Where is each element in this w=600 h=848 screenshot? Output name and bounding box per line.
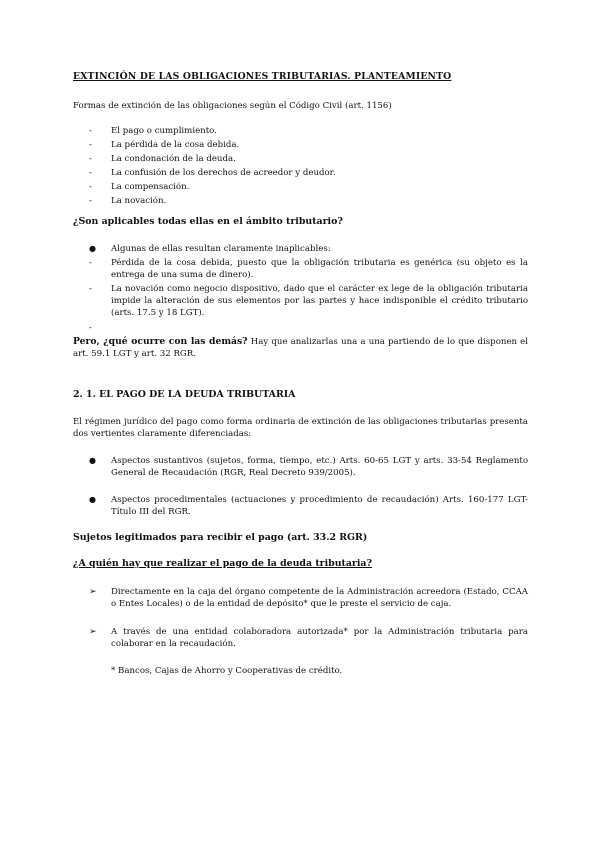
- dash-text: La novación como negocio dispositivo, dado que el carácter ex lege de la obligación tributaria impide la alteración de sus elementos por las partes y hace indisponible el crédito tributario (arts. 17.5 y 18 LGT).: [111, 284, 528, 318]
- dash-marker: -: [89, 182, 92, 192]
- document-title: EXTINCIÓN DE LAS OBLIGACIONES TRIBUTARIAS. PLANTEAMIENTO: [73, 71, 452, 82]
- arrow-text: Directamente en la caja del órgano competente de la Administración acreedora (Estado, CCAA o Entes Locales) o de la entidad de depósito* que le preste el servicio de caja.: [111, 587, 528, 609]
- dash-marker: -: [89, 258, 92, 268]
- dash-marker: -: [89, 196, 92, 206]
- question-heading: ¿A quién hay que realizar el pago de la deuda tributaria?: [73, 558, 372, 569]
- question-paragraph: [73, 336, 528, 360]
- list-item-text: La pérdida de la cosa debida.: [111, 140, 240, 150]
- section-intro: El régimen jurídico del pago como forma ordinaria de extinción de las obligaciones tributarias presenta dos vertientes claramente diferenciadas:: [73, 417, 528, 439]
- question-rest: Hay que analizarlas una a una partiendo de lo que disponen el art. 59.1 LGT y art. 32 RGR.: [73, 337, 529, 359]
- bullet-text: Algunas de ellas resultan claramente inaplicables:: [111, 244, 331, 254]
- bullet-marker: ●: [89, 495, 96, 504]
- subjects-heading: Sujetos legitimados para recibir el pago (art. 33.2 RGR): [73, 532, 368, 543]
- bullet-marker: ●: [89, 244, 96, 253]
- arrow-marker: ➢: [89, 627, 97, 637]
- bullet-text: Aspectos procedimentales (actuaciones y procedimiento de recaudación) Arts. 160-177 LGT-Título III del RGR.: [111, 495, 528, 517]
- bullet-marker: ●: [89, 456, 96, 465]
- footnote: * Bancos, Cajas de Ahorro y Cooperativas de crédito.: [111, 666, 343, 676]
- dash-marker: -: [89, 126, 92, 136]
- arrow-text: A través de una entidad colaboradora autorizada* por la Administración tributaria para colaborar en la recaudación.: [111, 627, 528, 649]
- dash-marker: -: [89, 140, 92, 150]
- list-item-text: La novación.: [111, 196, 167, 206]
- bullet-text: Aspectos sustantivos (sujetos, forma, tiempo, etc.) Arts. 60-65 LGT y arts. 33-54 Reglamento General de Recaudación (RGR, Real Decreto 939/2005).: [111, 456, 528, 478]
- question-bold: Pero, ¿qué ocurre con las demás?: [73, 336, 248, 347]
- dash-marker: -: [89, 168, 92, 178]
- list-item-text: La confusión de los derechos de acreedor y deudor.: [111, 168, 336, 178]
- section-title: 2. 1. EL PAGO DE LA DEUDA TRIBUTARIA: [73, 389, 296, 400]
- dash-marker: -: [89, 284, 92, 294]
- dash-marker: -: [89, 154, 92, 164]
- dash-text: Pérdida de la cosa debida, puesto que la obligación tributaria es genérica (su objeto es la entrega de una suma de dinero).: [111, 258, 528, 280]
- list-item-text: El pago o cumplimiento.: [111, 126, 217, 136]
- arrow-marker: ➢: [89, 587, 97, 597]
- list-item-text: La compensación.: [111, 182, 190, 192]
- question-heading: ¿Son aplicables todas ellas en el ámbito tributario?: [73, 216, 343, 227]
- dash-marker: -: [89, 323, 92, 333]
- list-item-text: La condonación de la deuda.: [111, 154, 236, 164]
- intro-paragraph: Formas de extinción de las obligaciones según el Código Civil (art. 1156): [73, 101, 392, 111]
